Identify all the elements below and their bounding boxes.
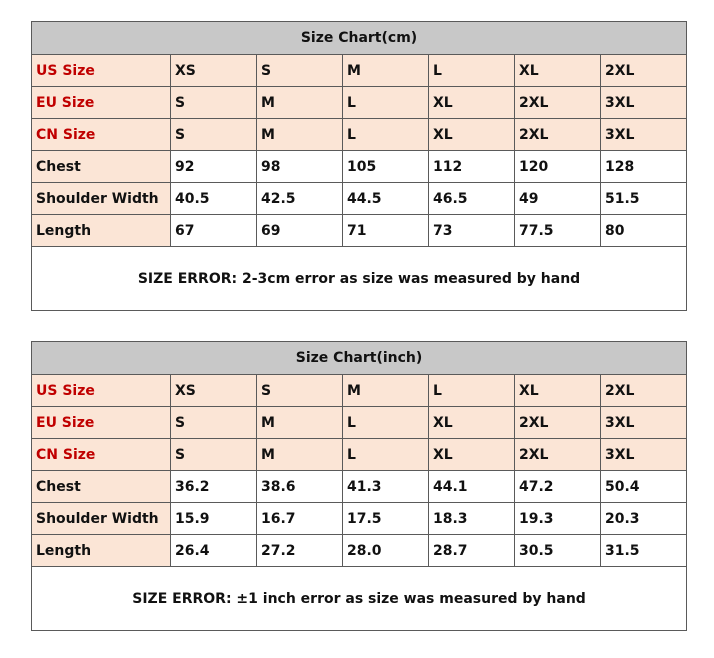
table-cell: 26.4 [171,535,257,567]
table-cell: XL [429,119,515,151]
table-cell: 41.3 [343,471,429,503]
table-cell: M [257,439,343,471]
row-label: EU Size [32,407,171,439]
table-cell: 128 [601,151,687,183]
table-cell: 120 [515,151,601,183]
table-cell: L [429,55,515,87]
size-error-note-row [32,247,687,311]
table-cell: 3XL [601,439,687,471]
table-row-shoulder-width [32,503,687,535]
size-error-note-row [32,567,687,631]
row-label: US Size [32,375,171,407]
table-cell: 71 [343,215,429,247]
table-cell: 17.5 [343,503,429,535]
table-cell: 92 [171,151,257,183]
table-cell: XS [171,375,257,407]
table-cell: XL [429,407,515,439]
table-cell: L [343,407,429,439]
table-cell: S [171,119,257,151]
table-cell: 19.3 [515,503,601,535]
table-row-length [32,215,687,247]
table-row-eu-size [32,87,687,119]
row-label: Chest [32,151,171,183]
table-cell: S [171,87,257,119]
table-cell: 30.5 [515,535,601,567]
table-cell: S [257,55,343,87]
row-label: CN Size [32,119,171,151]
table-cell: L [343,119,429,151]
row-label: Chest [32,471,171,503]
table-cell: 40.5 [171,183,257,215]
table-cell: 36.2 [171,471,257,503]
table-cell: S [257,375,343,407]
chart-title: Size Chart(cm) [32,22,687,55]
table-cell: 15.9 [171,503,257,535]
chart-title-row [32,22,687,55]
table-row-chest [32,471,687,503]
table-cell: M [257,407,343,439]
table-cell: 42.5 [257,183,343,215]
table-cell: 2XL [515,439,601,471]
table-cell: 27.2 [257,535,343,567]
table-cell: 3XL [601,407,687,439]
table-cell: 31.5 [601,535,687,567]
table-cell: 50.4 [601,471,687,503]
table-cell: S [171,439,257,471]
row-label: CN Size [32,439,171,471]
size-chart-inch [31,341,687,631]
table-cell: M [257,87,343,119]
table-row-eu-size [32,407,687,439]
table-cell: 46.5 [429,183,515,215]
table-cell: 16.7 [257,503,343,535]
size-error-note: SIZE ERROR: ±1 inch error as size was measured by hand [32,567,687,631]
table-cell: 38.6 [257,471,343,503]
row-label: Length [32,215,171,247]
table-cell: XL [515,375,601,407]
table-cell: 2XL [601,55,687,87]
size-error-note: SIZE ERROR: 2-3cm error as size was measured by hand [32,247,687,311]
table-cell: 67 [171,215,257,247]
table-cell: 73 [429,215,515,247]
table-row-cn-size [32,439,687,471]
table-cell: M [343,375,429,407]
table-cell: XL [429,87,515,119]
table-cell: XS [171,55,257,87]
table-cell: 69 [257,215,343,247]
table-row-shoulder-width [32,183,687,215]
table-cell: M [257,119,343,151]
row-label: US Size [32,55,171,87]
table-cell: 51.5 [601,183,687,215]
row-label: Shoulder Width [32,183,171,215]
table-cell: 2XL [515,407,601,439]
size-chart-cm [31,21,687,311]
row-label: EU Size [32,87,171,119]
table-cell: L [429,375,515,407]
row-label: Shoulder Width [32,503,171,535]
table-cell: 2XL [515,119,601,151]
table-cell: 2XL [601,375,687,407]
table-row-cn-size [32,119,687,151]
table-cell: XL [429,439,515,471]
table-cell: 112 [429,151,515,183]
table-cell: XL [515,55,601,87]
table-cell: 28.0 [343,535,429,567]
table-cell: L [343,87,429,119]
table-cell: 80 [601,215,687,247]
table-cell: 49 [515,183,601,215]
table-cell: 18.3 [429,503,515,535]
chart-title-row [32,342,687,375]
table-row-length [32,535,687,567]
table-cell: 47.2 [515,471,601,503]
chart-title: Size Chart(inch) [32,342,687,375]
table-row-chest [32,151,687,183]
table-cell: 105 [343,151,429,183]
table-cell: L [343,439,429,471]
table-row-us-size [32,375,687,407]
table-cell: 2XL [515,87,601,119]
table-cell: 98 [257,151,343,183]
table-cell: M [343,55,429,87]
table-cell: 3XL [601,119,687,151]
table-cell: 44.1 [429,471,515,503]
table-cell: S [171,407,257,439]
table-cell: 44.5 [343,183,429,215]
row-label: Length [32,535,171,567]
table-row-us-size [32,55,687,87]
table-cell: 28.7 [429,535,515,567]
table-cell: 3XL [601,87,687,119]
table-cell: 77.5 [515,215,601,247]
table-cell: 20.3 [601,503,687,535]
